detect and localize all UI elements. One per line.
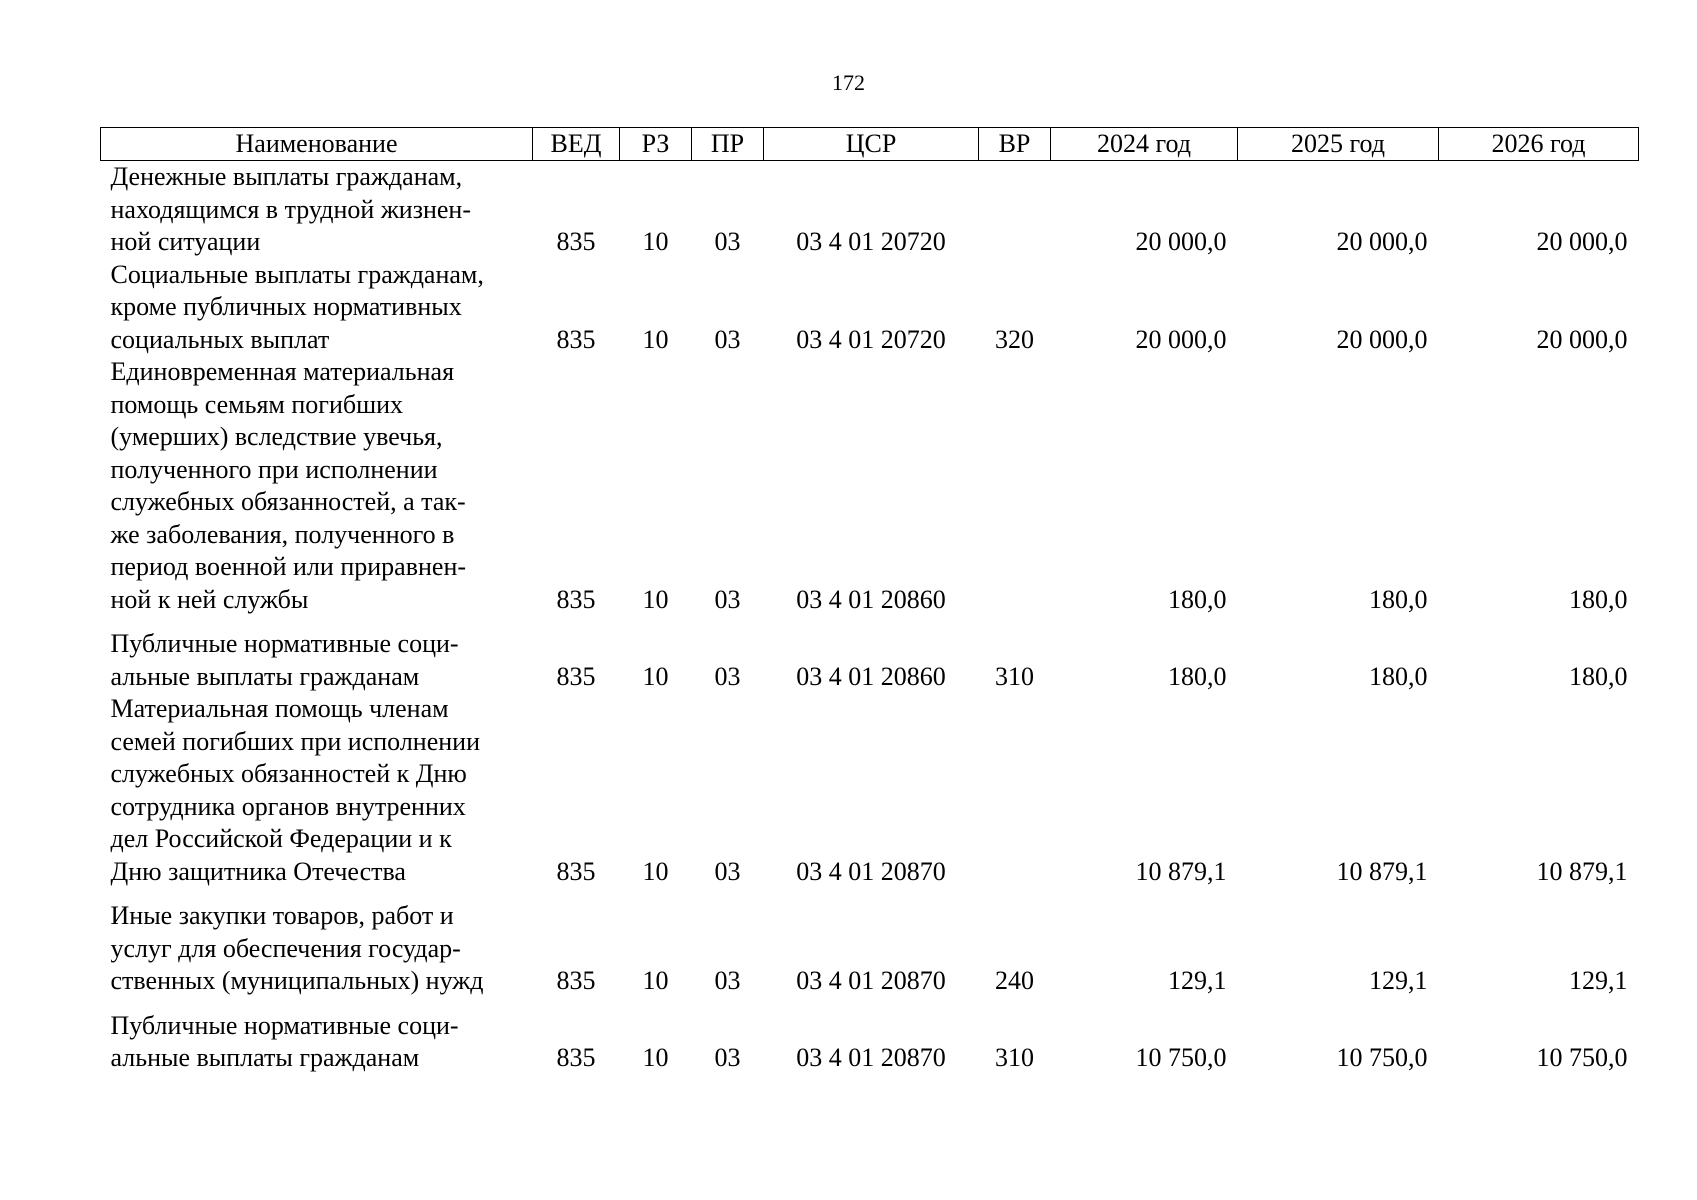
cell-2024: 10 750,0: [1135, 1043, 1227, 1072]
header-2026: 2026 год: [1439, 128, 1639, 161]
cell-rz: 10: [642, 856, 669, 886]
name-line: социальных выплат: [110, 324, 330, 354]
name-line: период военной или приравнен-: [110, 552, 467, 581]
cell-csr: 03 4 01 20720: [796, 227, 946, 256]
name-line: Денежные выплаты гражданам,: [110, 162, 463, 191]
name-line: Социальные выплаты гражданам,: [110, 259, 484, 289]
name-line: Иные закупки товаров, работ и: [110, 901, 454, 930]
budget-table: [100, 127, 1639, 1075]
table-body: [101, 161, 1639, 1075]
cell-ved: 835: [556, 966, 596, 995]
cell-vr: [979, 693, 1051, 900]
cell-2024: 180,0: [1168, 661, 1227, 691]
cell-2025: 180,0: [1369, 661, 1428, 691]
name-line: (умерших) вследствие увечья,: [110, 422, 443, 451]
header-rz: РЗ: [620, 128, 692, 161]
cell-pr: 03: [714, 1043, 741, 1072]
cell-2025: 20 000,0: [1336, 324, 1428, 354]
name-line: альные выплаты гражданам: [110, 661, 420, 691]
name-line: же заболевания, полученного в: [110, 519, 455, 549]
cell-csr: 03 4 01 20870: [796, 966, 946, 995]
table-row: [101, 356, 1639, 628]
cell-rz: 10: [642, 1043, 669, 1072]
name-line: ной ситуации: [110, 227, 261, 256]
cell-ved: 835: [556, 661, 596, 691]
table-row: [101, 1010, 1639, 1075]
cell-rz: 10: [642, 966, 669, 995]
cell-2026: 180,0: [1569, 661, 1628, 691]
cell-csr: 03 4 01 20860: [796, 661, 946, 691]
cell-vr: [979, 161, 1051, 259]
table-row: [101, 900, 1639, 1010]
cell-pr: 03: [714, 227, 741, 256]
cell-rz: 10: [642, 324, 669, 354]
name-line: сотрудника органов внутренних: [110, 791, 466, 821]
table-row: [101, 693, 1639, 900]
name-line: полученного при исполнении: [110, 454, 438, 484]
cell-csr: 03 4 01 20860: [796, 584, 946, 614]
name-line: находящимся в трудной жизнен-: [110, 194, 471, 224]
header-name: Наименование: [101, 128, 533, 161]
cell-ved: 835: [556, 227, 596, 256]
cell-name: [101, 693, 533, 900]
cell-pr: 03: [714, 661, 741, 691]
table-row: [101, 628, 1639, 693]
header-vr: ВР: [979, 128, 1051, 161]
cell-2024: 20 000,0: [1135, 227, 1227, 256]
cell-vr: 310: [995, 1043, 1034, 1072]
cell-csr: 03 4 01 20870: [796, 1043, 946, 1072]
name-line: Дню защитника Отечества: [110, 856, 406, 886]
cell-ved: 835: [556, 856, 596, 886]
cell-csr: 03 4 01 20870: [796, 856, 946, 886]
cell-2025: 10 750,0: [1336, 1043, 1428, 1072]
name-line: служебных обязанностей к Дню: [110, 759, 467, 788]
cell-2026: 20 000,0: [1536, 324, 1628, 354]
cell-2025: 129,1: [1369, 966, 1428, 995]
cell-pr: 03: [714, 856, 741, 886]
table-header-row: [101, 128, 1639, 161]
name-line: служебных обязанностей, а так-: [110, 487, 466, 516]
cell-pr: 03: [714, 966, 741, 995]
name-line: семей погибших при исполнении: [110, 726, 480, 756]
cell-2024: 20 000,0: [1135, 324, 1227, 354]
cell-pr: 03: [714, 324, 741, 354]
name-line: Публичные нормативные соци-: [110, 629, 459, 658]
cell-2026: 180,0: [1569, 584, 1628, 614]
cell-2026: 10 750,0: [1536, 1043, 1628, 1072]
header-ved: ВЕД: [533, 128, 620, 161]
cell-rz: 10: [642, 227, 669, 256]
table-header: [101, 128, 1639, 161]
cell-2026: 20 000,0: [1536, 227, 1628, 256]
header-csr: ЦСР: [764, 128, 979, 161]
cell-name: [101, 628, 533, 693]
name-line: ственных (муниципальных) нужд: [110, 966, 484, 995]
cell-2025: 180,0: [1369, 584, 1428, 614]
cell-name: [101, 259, 533, 357]
name-line: Материальная помощь членам: [110, 694, 449, 723]
cell-vr: 240: [995, 966, 1034, 995]
header-pr: ПР: [692, 128, 764, 161]
table-row: [101, 259, 1639, 357]
name-line: помощь семьям погибших: [110, 389, 404, 419]
cell-2026: 10 879,1: [1536, 856, 1628, 886]
cell-rz: 10: [642, 661, 669, 691]
name-line: альные выплаты гражданам: [110, 1043, 420, 1072]
cell-2024: 10 879,1: [1135, 856, 1227, 886]
header-2024: 2024 год: [1051, 128, 1238, 161]
name-line: кроме публичных нормативных: [110, 292, 462, 321]
cell-2025: 20 000,0: [1336, 227, 1428, 256]
cell-csr: 03 4 01 20720: [796, 324, 946, 354]
name-line: дел Российской Федерации и к: [110, 824, 452, 853]
cell-ved: 835: [556, 324, 596, 354]
name-line: Единовременная материальная: [110, 357, 455, 386]
cell-name: [101, 900, 533, 1010]
cell-vr: 320: [995, 324, 1034, 354]
cell-pr: 03: [714, 584, 741, 614]
cell-rz: 10: [642, 584, 669, 614]
table-row: [101, 161, 1639, 259]
cell-2026: 129,1: [1569, 966, 1628, 995]
page-number: 172: [832, 70, 865, 95]
name-line: Публичные нормативные соци-: [110, 1010, 459, 1040]
cell-2024: 180,0: [1168, 584, 1227, 614]
cell-ved: 835: [556, 1043, 596, 1072]
header-2025: 2025 год: [1238, 128, 1439, 161]
cell-name: [101, 356, 533, 628]
cell-ved: 835: [556, 584, 596, 614]
cell-name: [101, 161, 533, 259]
cell-vr: [979, 356, 1051, 628]
cell-2024: 129,1: [1168, 966, 1227, 995]
cell-vr: 310: [995, 661, 1034, 691]
name-line: услуг для обеспечения государ-: [110, 933, 461, 963]
cell-2025: 10 879,1: [1336, 856, 1428, 886]
name-line: ной к ней службы: [110, 584, 309, 614]
cell-name: [101, 1010, 533, 1075]
